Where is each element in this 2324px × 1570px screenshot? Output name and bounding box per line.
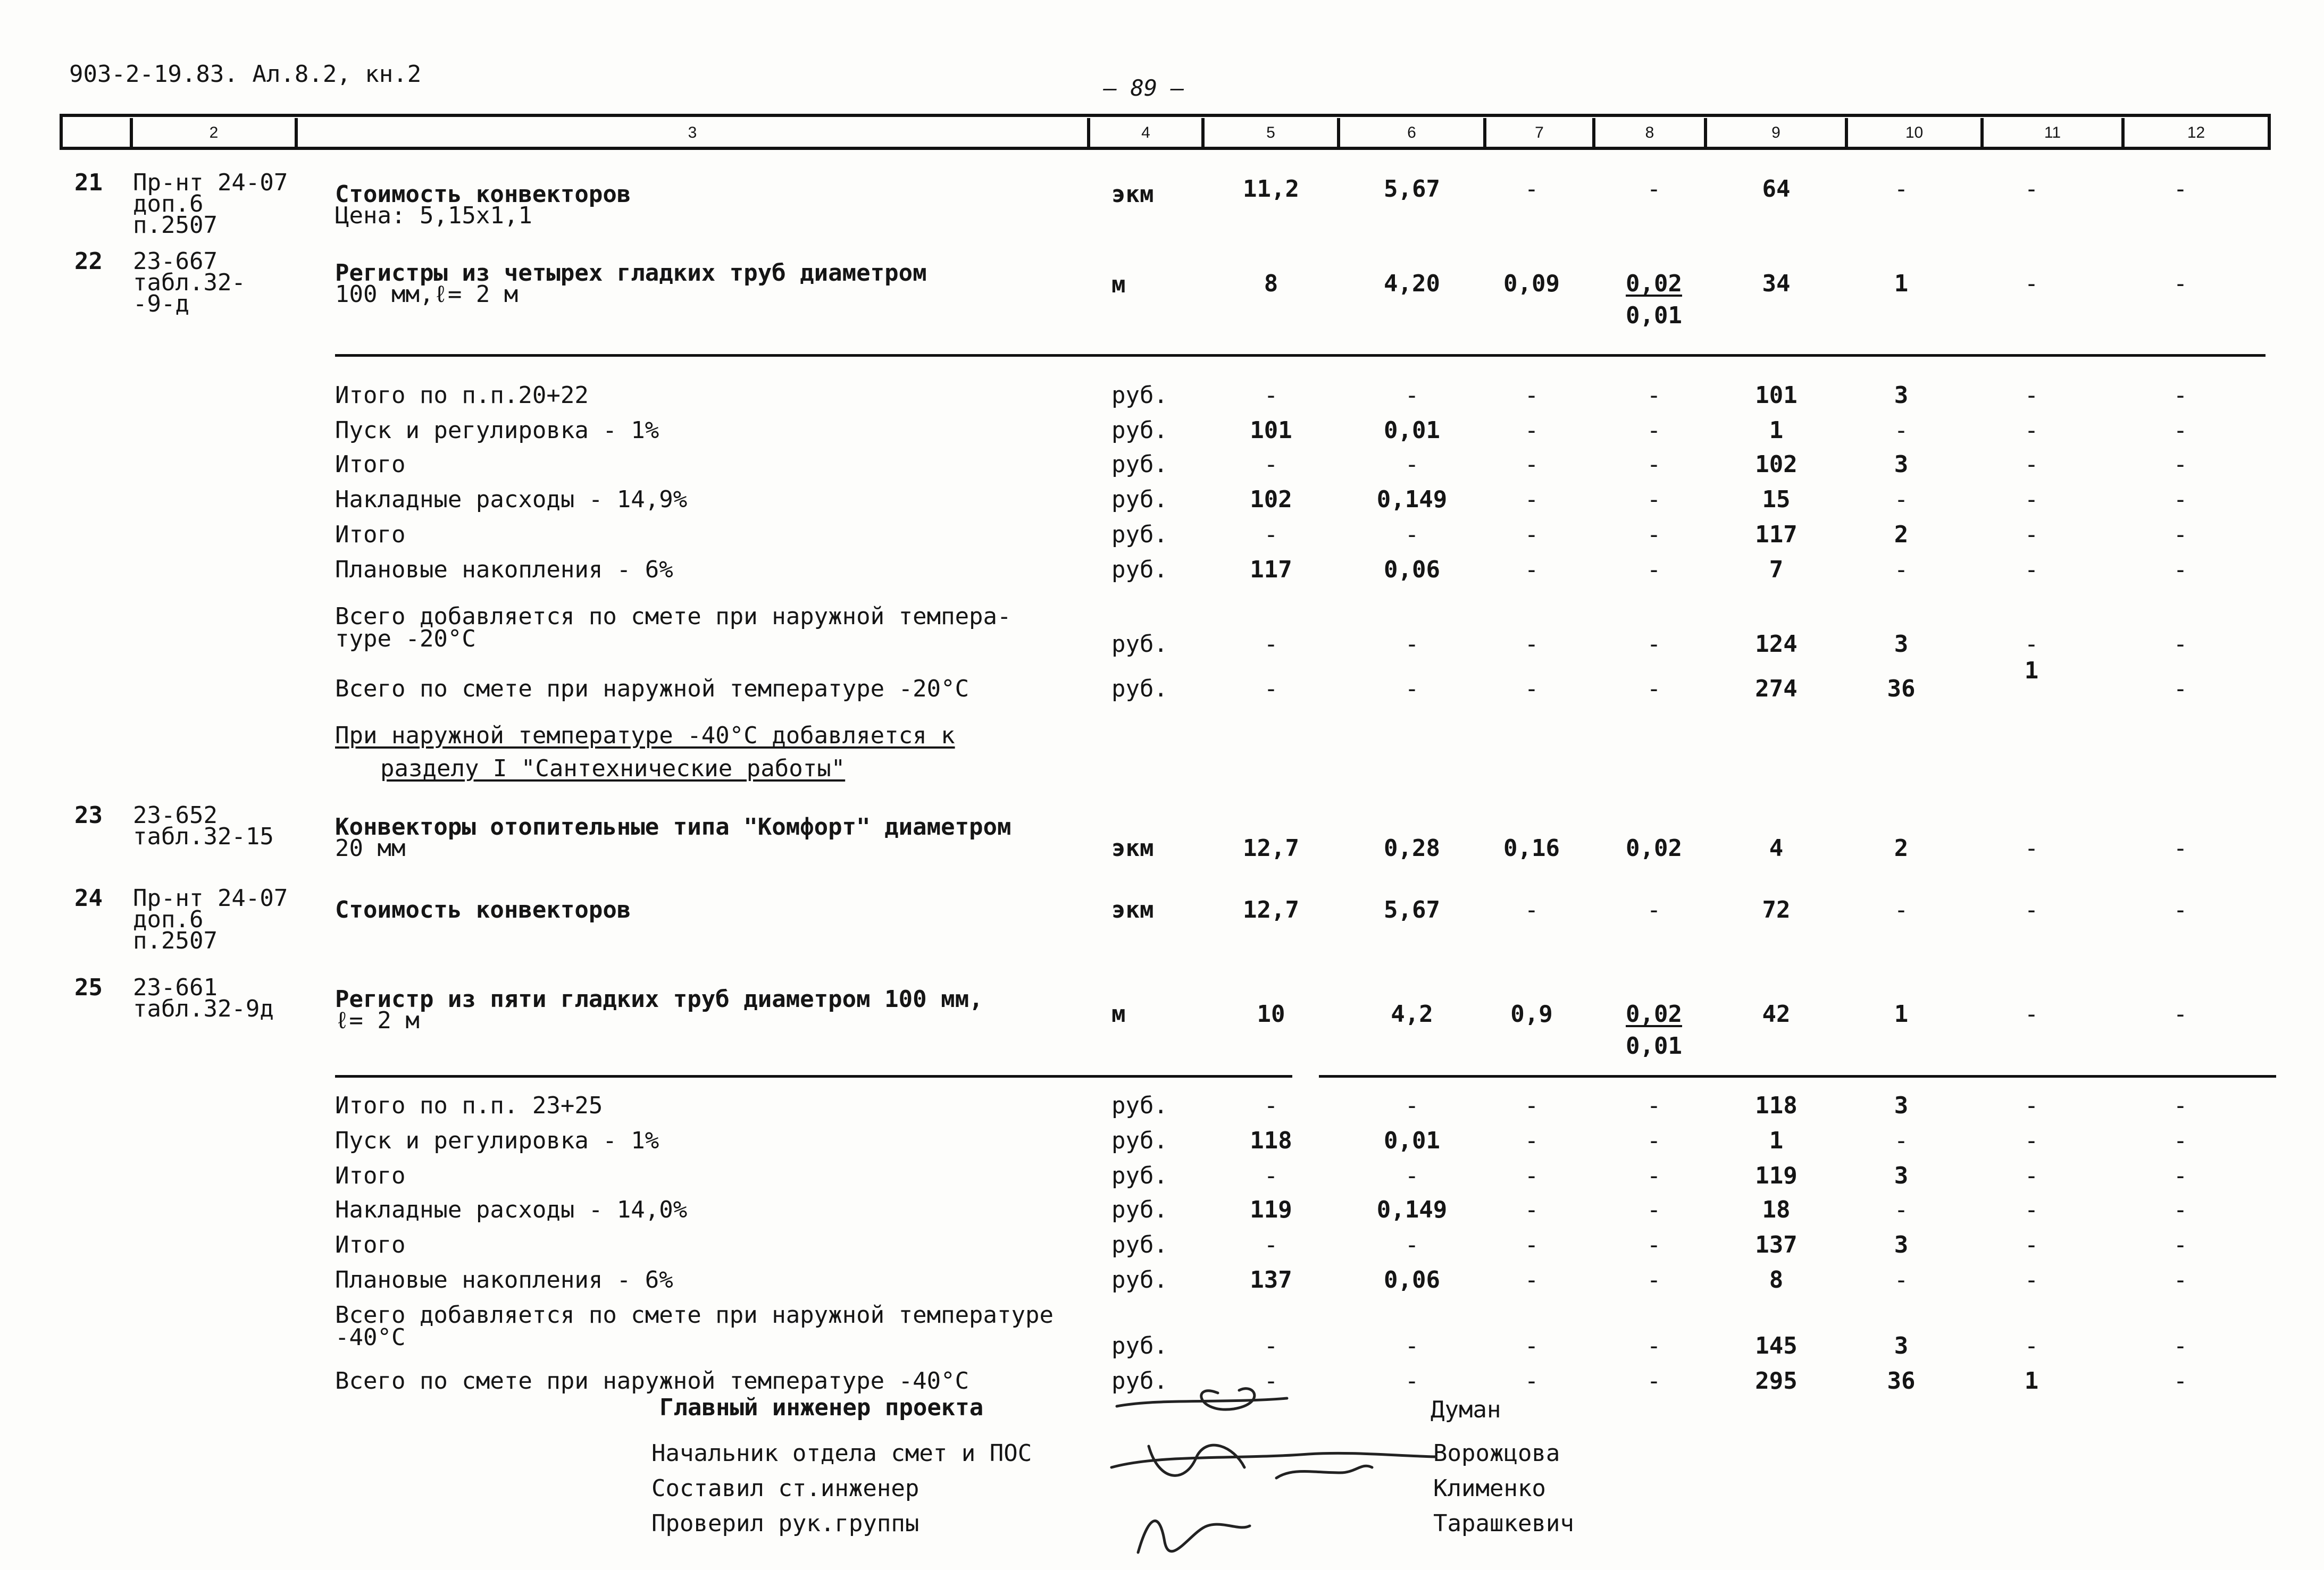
cell-col-11: -	[2024, 1127, 2039, 1154]
cell-col-11: -	[2024, 896, 2039, 923]
cell-col-12: -	[2173, 835, 2188, 862]
cell-col-11: -	[2024, 1231, 2039, 1258]
cell-col-10: 3	[1894, 631, 1909, 658]
cell-col-10: -	[1894, 175, 1909, 203]
cell-col-12: -	[2173, 486, 2188, 513]
row-reference: доп.6	[133, 190, 204, 217]
cell-col-12: -	[2173, 1127, 2188, 1154]
cell-col-8: -	[1646, 1092, 1661, 1119]
signature-role: Составил ст.инженер	[651, 1475, 919, 1502]
cell-col-7: -	[1524, 675, 1539, 702]
cell-col-12: -	[2173, 451, 2188, 478]
row-unit: руб.	[1111, 1332, 1168, 1359]
cell-col-8: -	[1646, 417, 1661, 444]
cell-col-12: -	[2173, 175, 2188, 203]
row-reference: п.2507	[133, 927, 218, 954]
cell-col-9: 64	[1762, 175, 1791, 203]
cell-col-12: -	[2173, 1001, 2188, 1028]
cell-col-8: -	[1646, 631, 1661, 658]
cell-col-10: 3	[1894, 1092, 1909, 1119]
cell-col-10: -	[1894, 896, 1909, 923]
cell-col-10: -	[1894, 417, 1909, 444]
page-number: — 89 —	[1104, 75, 1184, 101]
cell-col-11: -	[2024, 1266, 2039, 1294]
column-header-2: 2	[133, 118, 298, 148]
cell-col-9: 118	[1755, 1092, 1798, 1119]
cell-col-12: -	[2173, 1092, 2188, 1119]
cell-col-5: 11,2	[1243, 175, 1299, 203]
cell-col-11: 1	[2024, 1367, 2039, 1395]
total-label: Всего по смете при наружной температуре -40°С	[335, 1367, 969, 1395]
subtotal-label: Пуск и регулировка - 1%	[335, 417, 659, 444]
cell-col-7: -	[1524, 631, 1539, 658]
cell-col-9: 8	[1769, 1266, 1784, 1294]
cell-col-10: 1	[1894, 1001, 1909, 1028]
row-unit: руб.	[1111, 417, 1168, 444]
cell-col-5: -	[1264, 1162, 1278, 1189]
cell-col-11: -	[2024, 1162, 2039, 1189]
row-description: 20 мм	[335, 835, 406, 862]
row-unit: руб.	[1111, 521, 1168, 548]
cell-col-7: -	[1524, 1266, 1539, 1294]
cell-col-10: 36	[1887, 1367, 1916, 1395]
cell-col-6: 4,20	[1384, 270, 1440, 297]
cell-col-8: -	[1646, 521, 1661, 548]
total-label: Всего добавляется по смете при наружной температуре	[335, 1302, 1054, 1329]
subtotal-label: Плановые накопления - 6%	[335, 1266, 673, 1294]
doc-code: 903-2-19.83. Ал.8.2, кн.2	[69, 61, 422, 88]
cell-col-5: -	[1264, 631, 1278, 658]
column-header-7: 7	[1486, 118, 1595, 148]
total-label: туре -20°С	[335, 625, 476, 652]
cell-col-12: -	[2173, 417, 2188, 444]
cell-col-5: -	[1264, 382, 1278, 409]
row-reference: доп.6	[133, 906, 204, 933]
signature-name: Тарашкевич	[1433, 1510, 1574, 1537]
cell-col-7: -	[1524, 417, 1539, 444]
cell-col-11: -	[2024, 835, 2039, 862]
row-unit: руб.	[1111, 486, 1168, 513]
total-label: Всего добавляется по смете при наружной темпера-	[335, 603, 1011, 630]
divider-rule	[335, 354, 2266, 357]
cell-col-7: -	[1524, 1332, 1539, 1359]
cell-col-10: 3	[1894, 382, 1909, 409]
cell-col-12: -	[2173, 1162, 2188, 1189]
cell-col-5: 119	[1250, 1196, 1292, 1223]
cell-col-8: -	[1646, 382, 1661, 409]
subtotal-label: Итого	[335, 1231, 406, 1258]
cell-col-11: -	[2024, 1092, 2039, 1119]
total-label: -40°С	[335, 1324, 406, 1351]
cell-col-6: 0,01	[1384, 417, 1440, 444]
row-description: ℓ= 2 м	[335, 1007, 420, 1034]
cell-col-6: -	[1405, 521, 1419, 548]
row-unit: м	[1111, 1001, 1126, 1028]
cell-col-7: -	[1524, 1367, 1539, 1395]
cell-col-11: 1	[2024, 657, 2039, 684]
cell-col-7: 0,09	[1503, 270, 1560, 297]
cell-col-7: -	[1524, 1092, 1539, 1119]
column-header-3: 3	[298, 118, 1090, 148]
cell-col-5: 118	[1250, 1127, 1292, 1154]
row-description: Цена: 5,15х1,1	[335, 202, 532, 229]
row-unit: экм	[1111, 181, 1154, 208]
cell-col-12: -	[2173, 270, 2188, 297]
cell-col-12: -	[2173, 556, 2188, 583]
signature-name: Думан	[1431, 1396, 1501, 1423]
cell-col-8: -	[1646, 1367, 1661, 1395]
cell-col-9: 124	[1755, 631, 1798, 658]
row-unit: руб.	[1111, 382, 1168, 409]
column-header-4: 4	[1090, 118, 1205, 148]
cell-col-12: -	[2173, 1196, 2188, 1223]
cell-col-8: -	[1646, 486, 1661, 513]
row-unit: м	[1111, 271, 1126, 298]
cell-col-8: -	[1646, 175, 1661, 203]
signature-role: Проверил рук.группы	[651, 1510, 919, 1537]
cell-col-5: -	[1264, 1231, 1278, 1258]
cell-col-7: -	[1524, 1127, 1539, 1154]
cell-col-5: 10	[1257, 1001, 1285, 1028]
row-unit: руб.	[1111, 556, 1168, 583]
cell-col-6: 4,2	[1391, 1001, 1433, 1028]
cell-col-5: 137	[1250, 1266, 1292, 1294]
subtotal-label: Плановые накопления - 6%	[335, 556, 673, 583]
divider-rule	[335, 1075, 1292, 1078]
column-header-8: 8	[1595, 118, 1707, 148]
cell-col-5: -	[1264, 1367, 1278, 1395]
cell-col-8: 0,02	[1626, 1001, 1682, 1028]
row-unit: руб.	[1111, 1196, 1168, 1223]
cell-col-5: 102	[1250, 486, 1292, 513]
cell-col-9: 4	[1769, 835, 1784, 862]
cell-col-5: -	[1264, 451, 1278, 478]
cell-col-10: 2	[1894, 835, 1909, 862]
cell-col-9: 1	[1769, 1127, 1784, 1154]
column-header-11: 11	[1984, 118, 2125, 148]
cell-col-7: -	[1524, 486, 1539, 513]
row-description: Конвекторы отопительные типа "Комфорт" диаметром	[335, 813, 1011, 841]
row-unit: руб.	[1111, 631, 1168, 658]
cell-col-9: 1	[1769, 417, 1784, 444]
cell-col-11: -	[2024, 417, 2039, 444]
cell-col-9: 102	[1755, 451, 1798, 478]
cell-col-8: 0,02	[1626, 835, 1682, 862]
signature-name: Ворожцова	[1433, 1440, 1560, 1467]
cell-col-8-sub: 0,01	[1626, 302, 1682, 329]
cell-col-10: 3	[1894, 1231, 1909, 1258]
cell-col-5: -	[1264, 1332, 1278, 1359]
row-unit: руб.	[1111, 1127, 1168, 1154]
cell-col-10: -	[1894, 1127, 1909, 1154]
cell-col-12: -	[2173, 1266, 2188, 1294]
cell-col-12: -	[2173, 382, 2188, 409]
cell-col-6: 0,149	[1376, 1196, 1448, 1223]
cell-col-8: -	[1646, 675, 1661, 702]
cell-col-8: -	[1646, 1332, 1661, 1359]
cell-col-11: -	[2024, 1332, 2039, 1359]
section-note: разделу I "Сантехнические работы"	[380, 755, 846, 782]
subtotal-label: Итого	[335, 1162, 406, 1189]
signature-role: Начальник отдела смет и ПОС	[651, 1440, 1032, 1467]
cell-col-6: -	[1405, 1367, 1419, 1395]
row-reference: п.2507	[133, 212, 218, 239]
row-reference: Пр-нт 24-07	[133, 885, 288, 912]
row-unit: руб.	[1111, 451, 1168, 478]
cell-col-10: 3	[1894, 1162, 1909, 1189]
cell-col-6: 0,06	[1384, 1266, 1440, 1294]
divider-rule	[1319, 1075, 2276, 1078]
row-unit: экм	[1111, 835, 1154, 862]
cell-col-9: 295	[1755, 1367, 1798, 1395]
column-header-1	[60, 118, 133, 148]
cell-col-12: -	[2173, 1332, 2188, 1359]
cell-col-6: 0,06	[1384, 556, 1440, 583]
cell-col-5: -	[1264, 521, 1278, 548]
row-unit: руб.	[1111, 1266, 1168, 1294]
row-unit: экм	[1111, 896, 1154, 923]
cell-col-11: -	[2024, 556, 2039, 583]
cell-col-11: -	[2024, 486, 2039, 513]
cell-col-6: -	[1405, 451, 1419, 478]
cell-col-11: -	[2024, 1001, 2039, 1028]
cell-col-11: -	[2024, 1196, 2039, 1223]
cell-col-6: -	[1405, 631, 1419, 658]
row-unit: руб.	[1111, 1162, 1168, 1189]
cell-col-7: -	[1524, 556, 1539, 583]
cell-col-9: 15	[1762, 486, 1791, 513]
cell-col-9: 7	[1769, 556, 1784, 583]
cell-col-6: 0,149	[1376, 486, 1448, 513]
cell-col-10: -	[1894, 486, 1909, 513]
cell-col-10: 3	[1894, 451, 1909, 478]
total-label: Всего по смете при наружной температуре -20°С	[335, 675, 969, 702]
cell-col-6: -	[1405, 382, 1419, 409]
cell-col-8: -	[1646, 451, 1661, 478]
cell-col-6: -	[1405, 1162, 1419, 1189]
cell-col-5: 101	[1250, 417, 1292, 444]
column-header-9: 9	[1707, 118, 1848, 148]
cell-col-6: -	[1405, 675, 1419, 702]
row-unit: руб.	[1111, 1231, 1168, 1258]
cell-col-9: 119	[1755, 1162, 1798, 1189]
column-header-6: 6	[1340, 118, 1486, 148]
cell-col-9: 18	[1762, 1196, 1791, 1223]
cell-col-11: -	[2024, 382, 2039, 409]
cell-col-8: -	[1646, 1196, 1661, 1223]
row-reference: табл.32-	[133, 269, 246, 296]
cell-col-5: 12,7	[1243, 835, 1299, 862]
cell-col-9: 101	[1755, 382, 1798, 409]
cell-col-12: -	[2173, 631, 2188, 658]
signature-name: Клименко	[1433, 1475, 1546, 1502]
row-description: Регистр из пяти гладких труб диаметром 100 мм,	[335, 986, 983, 1013]
section-note: При наружной температуре -40°С добавляется к	[335, 722, 955, 749]
row-reference: 23-667	[133, 248, 218, 275]
subtotal-label: Накладные расходы - 14,9%	[335, 486, 688, 513]
subtotal-label: Итого	[335, 521, 406, 548]
cell-col-6: 5,67	[1384, 175, 1440, 203]
subtotal-label: Пуск и регулировка - 1%	[335, 1127, 659, 1154]
row-unit: руб.	[1111, 1092, 1168, 1119]
cell-col-5: 8	[1264, 270, 1278, 297]
row-reference: табл.32-15	[133, 823, 274, 850]
cell-col-8: -	[1646, 896, 1661, 923]
cell-col-10: 2	[1894, 521, 1909, 548]
cell-col-10: -	[1894, 1196, 1909, 1223]
cell-col-8: -	[1646, 1127, 1661, 1154]
cell-col-8: -	[1646, 556, 1661, 583]
row-description: Стоимость конвекторов	[335, 896, 631, 923]
subtotal-label: Итого	[335, 451, 406, 478]
cell-col-8-sub: 0,01	[1626, 1032, 1682, 1060]
cell-col-6: -	[1405, 1092, 1419, 1119]
cell-col-12: -	[2173, 521, 2188, 548]
row-unit: руб.	[1111, 675, 1168, 702]
row-description: Стоимость конвекторов	[335, 181, 631, 208]
cell-col-11: -	[2024, 175, 2039, 203]
cell-col-8: -	[1646, 1266, 1661, 1294]
cell-col-7: -	[1524, 451, 1539, 478]
cell-col-6: 0,28	[1384, 835, 1440, 862]
cell-col-7: -	[1524, 896, 1539, 923]
cell-col-12: -	[2173, 1231, 2188, 1258]
cell-col-8: -	[1646, 1162, 1661, 1189]
subtotal-label: Итого по п.п.20+22	[335, 382, 589, 409]
column-header-5: 5	[1205, 118, 1340, 148]
cell-col-11: -	[2024, 631, 2039, 658]
cell-col-7: -	[1524, 1231, 1539, 1258]
row-description: Регистры из четырех гладких труб диаметром	[335, 259, 927, 287]
cell-col-6: -	[1405, 1231, 1419, 1258]
cell-col-5: 12,7	[1243, 896, 1299, 923]
row-description: 100 мм,ℓ= 2 м	[335, 281, 519, 308]
cell-col-12: -	[2173, 896, 2188, 923]
column-header-10: 10	[1848, 118, 1984, 148]
row-reference: 23-661	[133, 974, 218, 1001]
row-reference: Пр-нт 24-07	[133, 169, 288, 196]
cell-col-12: -	[2173, 1367, 2188, 1395]
signature-role: Главный инженер проекта	[659, 1394, 984, 1421]
cell-col-6: 0,01	[1384, 1127, 1440, 1154]
cell-col-12: -	[2173, 675, 2188, 702]
cell-col-10: 1	[1894, 270, 1909, 297]
cell-col-9: 42	[1762, 1001, 1791, 1028]
row-unit: руб.	[1111, 1367, 1168, 1395]
row-reference: табл.32-9д	[133, 995, 274, 1022]
cell-col-6: -	[1405, 1332, 1419, 1359]
cell-col-7: -	[1524, 521, 1539, 548]
row-reference: 23-652	[133, 802, 218, 829]
row-number: 24	[74, 885, 103, 912]
subtotal-label: Итого по п.п. 23+25	[335, 1092, 603, 1119]
cell-col-9: 117	[1755, 521, 1798, 548]
cell-col-7: 0,16	[1503, 835, 1560, 862]
cell-col-10: -	[1894, 556, 1909, 583]
cell-col-7: -	[1524, 175, 1539, 203]
cell-col-9: 72	[1762, 896, 1791, 923]
cell-col-5: 117	[1250, 556, 1292, 583]
row-number: 25	[74, 974, 103, 1001]
cell-col-10: -	[1894, 1266, 1909, 1294]
subtotal-label: Накладные расходы - 14,0%	[335, 1196, 688, 1223]
cell-col-9: 145	[1755, 1332, 1798, 1359]
column-header-12: 12	[2187, 124, 2205, 141]
cell-col-9: 137	[1755, 1231, 1798, 1258]
cell-col-9: 34	[1762, 270, 1791, 297]
row-number: 22	[74, 248, 103, 275]
cell-col-7: -	[1524, 382, 1539, 409]
row-reference: -9-д	[133, 290, 189, 317]
cell-col-11: -	[2024, 451, 2039, 478]
cell-col-8: -	[1646, 1231, 1661, 1258]
cell-col-9: 274	[1755, 675, 1798, 702]
row-number: 23	[74, 802, 103, 829]
cell-col-5: -	[1264, 1092, 1278, 1119]
row-number: 21	[74, 169, 103, 196]
cell-col-5: -	[1264, 675, 1278, 702]
cell-col-7: -	[1524, 1162, 1539, 1189]
cell-col-11: -	[2024, 521, 2039, 548]
cell-col-6: 5,67	[1384, 896, 1440, 923]
cell-col-7: 0,9	[1510, 1001, 1553, 1028]
cell-col-11: -	[2024, 270, 2039, 297]
cell-col-8: 0,02	[1626, 270, 1682, 297]
cell-col-10: 3	[1894, 1332, 1909, 1359]
cell-col-10: 36	[1887, 675, 1916, 702]
cell-col-7: -	[1524, 1196, 1539, 1223]
